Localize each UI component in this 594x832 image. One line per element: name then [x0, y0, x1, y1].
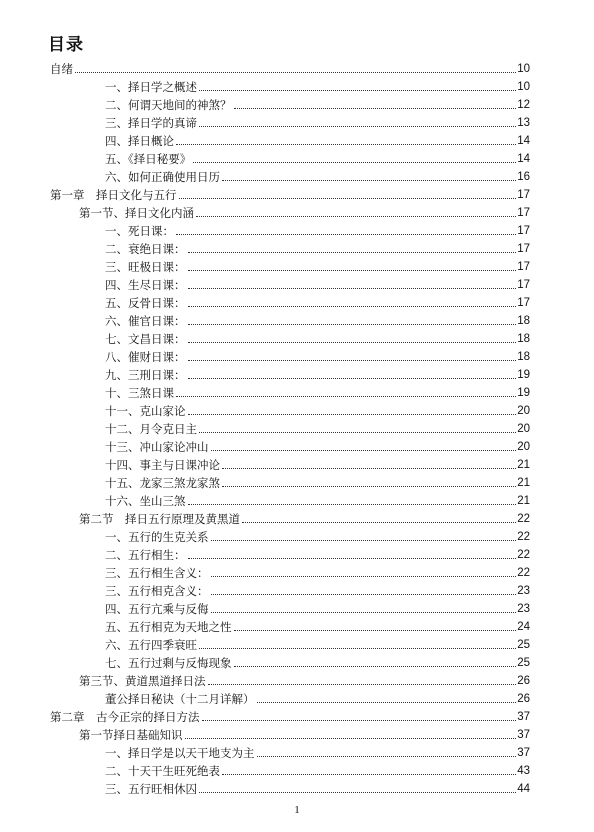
toc-item-entry[interactable]: [0, 562, 530, 580]
dot-leader: [199, 792, 516, 793]
dot-leader: [222, 774, 516, 775]
toc-item-entry[interactable]: [0, 130, 530, 148]
toc-entry-label: 五、《择日秘要》: [105, 152, 192, 166]
toc-entry-label: 二、十天干生旺死绝表: [105, 764, 220, 778]
dot-leader: [242, 522, 516, 523]
toc-entry-page: 14: [517, 135, 530, 147]
dot-leader: [188, 252, 517, 253]
toc-entry-label: 九、三刑日课：: [105, 368, 186, 382]
toc-item-entry[interactable]: [0, 580, 530, 598]
toc-chapter-entry[interactable]: [0, 58, 530, 76]
toc-entry-page: 19: [517, 369, 530, 381]
toc-entry-label: 三、五行相生含义：: [105, 566, 209, 580]
toc-item-entry[interactable]: [0, 148, 530, 166]
dot-leader: [188, 558, 517, 559]
toc-entry-label: 二、五行相生：: [105, 548, 186, 562]
toc-entry-page: 25: [517, 639, 530, 651]
toc-entry-page: 13: [517, 117, 530, 129]
toc-entry-page: 22: [517, 513, 530, 525]
toc-entry-label: 六、五行四季衰旺: [105, 638, 197, 652]
toc-entry-label: 二、衰绝日课：: [105, 242, 186, 256]
toc-entry-page: 26: [517, 675, 530, 687]
toc-entry-page: 21: [517, 495, 530, 507]
toc-entry-page: 18: [517, 315, 530, 327]
toc-entry-page: 25: [517, 657, 530, 669]
dot-leader: [199, 90, 516, 91]
toc-entry-label: 第一节、择日文化内涵: [79, 206, 194, 220]
toc-entry-page: 17: [517, 225, 530, 237]
dot-leader: [176, 144, 516, 145]
toc-entry-label: 二、何谓天地间的神煞？: [105, 98, 232, 112]
toc-entry-page: 37: [517, 711, 530, 723]
toc-item-entry[interactable]: [0, 436, 530, 454]
toc-entry-label: 三、择日学的真谛: [105, 116, 197, 130]
dot-leader: [257, 756, 517, 757]
toc-item-entry[interactable]: [0, 328, 530, 346]
toc-chapter-entry[interactable]: [0, 184, 530, 202]
dot-leader: [188, 306, 517, 307]
toc-entry-page: 43: [517, 765, 530, 777]
toc-item-entry[interactable]: [0, 94, 530, 112]
dot-leader: [208, 684, 517, 685]
toc-item-entry[interactable]: [0, 742, 530, 760]
toc-entry-page: 17: [517, 243, 530, 255]
toc-entry-label: 十四、事主与日课冲论: [105, 458, 220, 472]
toc-item-entry[interactable]: [0, 166, 530, 184]
dot-leader: [211, 540, 517, 541]
toc-item-entry[interactable]: [0, 364, 530, 382]
toc-entry-label: 六、催官日课：: [105, 314, 186, 328]
dot-leader: [196, 216, 516, 217]
toc-entry-label: 一、五行的生克关系: [105, 530, 209, 544]
toc-item-entry[interactable]: [0, 382, 530, 400]
toc-entry-label: 三、旺极日课：: [105, 260, 186, 274]
toc-entry-page: 20: [517, 423, 530, 435]
dot-leader: [257, 702, 517, 703]
dot-leader: [188, 270, 517, 271]
toc-entry-label: 三、五行旺相休囚: [105, 782, 197, 796]
toc-item-entry[interactable]: [0, 220, 530, 238]
toc-item-entry[interactable]: [0, 634, 530, 652]
dot-leader: [199, 648, 516, 649]
toc-entry-label: 董公择日秘诀（十二月详解）: [105, 692, 255, 706]
toc-entry-page: 21: [517, 477, 530, 489]
dot-leader: [193, 162, 516, 163]
toc-item-entry[interactable]: [0, 310, 530, 328]
toc-entry-page: 14: [517, 153, 530, 165]
toc-entry-page: 23: [517, 603, 530, 615]
toc-item-entry[interactable]: [0, 688, 530, 706]
toc-entry-page: 37: [517, 729, 530, 741]
toc-entry-page: 20: [517, 405, 530, 417]
toc-entry-label: 七、五行过剩与反悔现象: [105, 656, 232, 670]
toc-item-entry[interactable]: [0, 472, 530, 490]
dot-leader: [188, 324, 517, 325]
toc-entry-page: 17: [517, 297, 530, 309]
toc-entry-label: 四、五行亢乘与反侮: [105, 602, 209, 616]
dot-leader: [179, 198, 517, 199]
toc-item-entry[interactable]: [0, 616, 530, 634]
toc-entry-page: 23: [517, 585, 530, 597]
toc-item-entry[interactable]: [0, 346, 530, 364]
toc-item-entry[interactable]: [0, 112, 530, 130]
toc-entry-label: 十一、克山家论: [105, 404, 186, 418]
dot-leader: [176, 234, 516, 235]
toc-entry-page: 12: [517, 99, 530, 111]
toc-item-entry[interactable]: [0, 274, 530, 292]
toc-entry-label: 十三、冲山家论冲山: [105, 440, 209, 454]
toc-entry-label: 第三节、黄道黑道择日法: [79, 674, 206, 688]
toc-entry-page: 17: [517, 189, 530, 201]
toc-section-entry[interactable]: [0, 508, 530, 526]
page-number: 1: [294, 804, 300, 816]
toc-entry-label: 自绪: [50, 62, 73, 76]
dot-leader: [211, 450, 517, 451]
toc-entry-page: 21: [517, 459, 530, 471]
toc-entry-label: 一、择日学之概述: [105, 80, 197, 94]
dot-leader: [185, 738, 517, 739]
toc-item-entry[interactable]: [0, 418, 530, 436]
toc-chapter-entry[interactable]: [0, 706, 530, 724]
toc-item-entry[interactable]: [0, 256, 530, 274]
toc-item-entry[interactable]: [0, 778, 530, 796]
toc-entry-label: 六、如何正确使用日历: [105, 170, 220, 184]
toc-entry-label: 十、三煞日课: [105, 386, 174, 400]
toc-entry-page: 22: [517, 567, 530, 579]
toc-section-entry[interactable]: [0, 670, 530, 688]
toc-section-entry[interactable]: [0, 724, 530, 742]
dot-leader: [188, 378, 517, 379]
dot-leader: [222, 486, 516, 487]
dot-leader: [199, 126, 516, 127]
toc-entry-label: 第一章 择日文化与五行: [50, 188, 177, 202]
dot-leader: [234, 630, 517, 631]
toc-entry-page: 26: [517, 693, 530, 705]
dot-leader: [199, 432, 516, 433]
toc-entry-page: 17: [517, 261, 530, 273]
toc-entry-page: 44: [517, 783, 530, 795]
toc-item-entry[interactable]: [0, 760, 530, 778]
toc-entry-page: 16: [517, 171, 530, 183]
toc-entry-label: 一、死日课：: [105, 224, 174, 238]
dot-leader: [75, 72, 516, 73]
toc-entry-page: 24: [517, 621, 530, 633]
toc-entry-label: 十二、月令克日主: [105, 422, 197, 436]
table-of-contents: [0, 58, 594, 796]
toc-entry-label: 四、择日概论: [105, 134, 174, 148]
toc-entry-label: 第一节择日基础知识: [79, 728, 183, 742]
dot-leader: [188, 414, 517, 415]
toc-item-entry[interactable]: [0, 76, 530, 94]
toc-entry-page: 37: [517, 747, 530, 759]
dot-leader: [188, 288, 517, 289]
toc-entry-page: 17: [517, 207, 530, 219]
toc-entry-label: 八、催财日课：: [105, 350, 186, 364]
toc-entry-label: 十六、坐山三煞: [105, 494, 186, 508]
dot-leader: [188, 504, 517, 505]
toc-item-entry[interactable]: [0, 544, 530, 562]
toc-item-entry[interactable]: [0, 490, 530, 508]
toc-entry-label: 七、文昌日课：: [105, 332, 186, 346]
toc-entry-label: 第二章 古今正宗的择日方法: [50, 710, 200, 724]
dot-leader: [188, 360, 517, 361]
dot-leader: [188, 342, 517, 343]
dot-leader: [202, 720, 517, 721]
dot-leader: [222, 468, 516, 469]
toc-item-entry[interactable]: [0, 454, 530, 472]
toc-entry-label: 五、五行相克为天地之性: [105, 620, 232, 634]
dot-leader: [222, 180, 516, 181]
toc-entry-page: 20: [517, 441, 530, 453]
dot-leader: [176, 396, 516, 397]
toc-entry-page: 22: [517, 549, 530, 561]
dot-leader: [234, 666, 517, 667]
toc-entry-page: 19: [517, 387, 530, 399]
dot-leader: [211, 594, 517, 595]
toc-entry-page: 10: [517, 81, 530, 93]
toc-entry-page: 10: [517, 63, 530, 75]
toc-title: 目录: [48, 35, 84, 55]
toc-entry-label: 一、择日学是以天干地支为主: [105, 746, 255, 760]
dot-leader: [211, 612, 517, 613]
toc-entry-page: 17: [517, 279, 530, 291]
toc-section-entry[interactable]: [0, 202, 530, 220]
toc-entry-page: 22: [517, 531, 530, 543]
toc-entry-label: 第二节 择日五行原理及黄黑道: [79, 512, 240, 526]
dot-leader: [211, 576, 517, 577]
toc-item-entry[interactable]: [0, 292, 530, 310]
toc-item-entry[interactable]: [0, 652, 530, 670]
toc-entry-page: 18: [517, 333, 530, 345]
toc-entry-page: 18: [517, 351, 530, 363]
toc-entry-label: 五、反骨日课：: [105, 296, 186, 310]
toc-entry-label: 十五、龙家三煞龙家煞: [105, 476, 220, 490]
toc-item-entry[interactable]: [0, 238, 530, 256]
toc-item-entry[interactable]: [0, 526, 530, 544]
toc-item-entry[interactable]: [0, 598, 530, 616]
toc-item-entry[interactable]: [0, 400, 530, 418]
toc-entry-label: 三、五行相克含义：: [105, 584, 209, 598]
dot-leader: [234, 108, 517, 109]
toc-entry-label: 四、生尽日课：: [105, 278, 186, 292]
